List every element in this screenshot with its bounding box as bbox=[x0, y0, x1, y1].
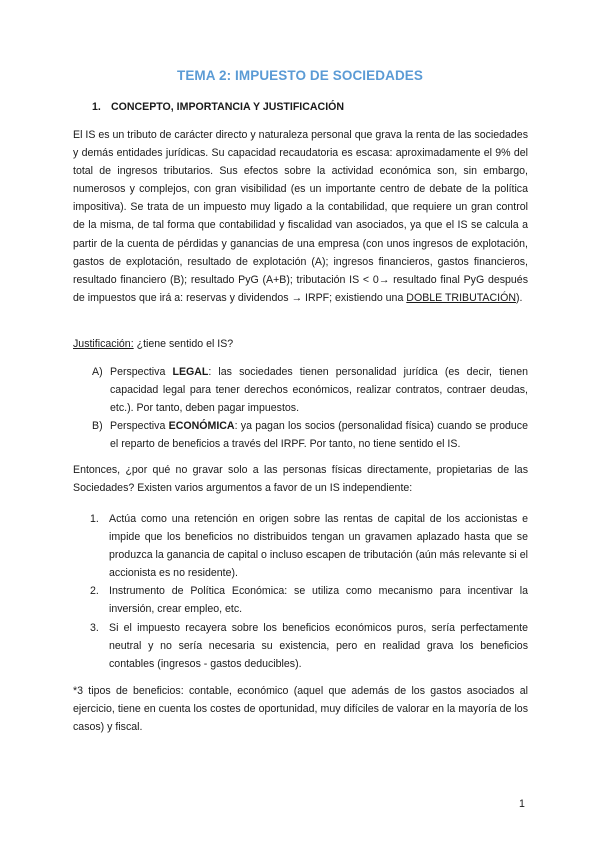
perspective-prefix: Perspectiva bbox=[110, 420, 169, 433]
perspective-keyword: LEGAL bbox=[172, 366, 209, 378]
section-heading-text: CONCEPTO, IMPORTANCIA Y JUSTIFICACIÓN bbox=[110, 101, 345, 113]
entonces-paragraph: Entonces, ¿por qué no gravar solo a las personas físicas directamente, propietarias de las Sociedades? Existen varios argumentos a favor de un IS independiente: bbox=[73, 464, 528, 495]
list-marker: B) bbox=[92, 420, 103, 433]
argument-text: Instrumento de Política Económica: se utiliza como mecanismo para incentivar la inversión, crear empleo, etc. bbox=[109, 585, 528, 616]
list-marker: 1. bbox=[90, 513, 99, 525]
list-marker: A) bbox=[92, 366, 103, 378]
list-marker: 2. bbox=[90, 585, 99, 598]
argument-text: Actúa como una retención en origen sobre las rentas de capital de los accionistas e impide que los beneficios no distribuidos tengan un gravamen aplazado hasta que se produzca la ganancia de capital o incluso escapen de tributación (aún más relevante si el accionista es no residente). bbox=[109, 513, 528, 580]
list-item bbox=[73, 417, 528, 453]
arguments-list bbox=[73, 510, 528, 673]
perspective-text: : las sociedades tienen personalidad jurídica (es decir, tienen capacidad legal para tener derechos económicos, realizar contratos, contraer deudas, etc.). Por tanto, deben pagar impuestos. bbox=[110, 366, 528, 415]
argument-text: Si el impuesto recayera sobre los beneficios económicos puros, sería perfectamente neutral y no sería necesaria su existencia, pero en realidad grava los beneficios contables (ingresos - gastos deducibles). bbox=[109, 621, 528, 670]
justificacion-line bbox=[73, 335, 528, 353]
list-item bbox=[73, 619, 528, 673]
justificacion-question: ¿tiene sentido el IS? bbox=[133, 338, 234, 350]
list-item bbox=[73, 363, 528, 417]
page-number: 1 bbox=[519, 798, 525, 810]
perspective-keyword: ECONÓMICA bbox=[168, 420, 235, 433]
intro-end: ). bbox=[515, 291, 523, 304]
section-number: 1. bbox=[92, 101, 101, 113]
list-item bbox=[73, 582, 528, 618]
footnote-paragraph: *3 tipos de beneficios: contable, económico (aquel que además de los gastos asociados al ejercicio, tiene en cuenta los costes de oportunidad, muy difíciles de valorar en la mayoría de los casos) y fiscal. bbox=[73, 685, 528, 734]
perspective-prefix: Perspectiva bbox=[110, 366, 173, 378]
perspectives-list bbox=[73, 363, 528, 453]
justificacion-label: Justificación: bbox=[73, 338, 134, 350]
section-heading bbox=[92, 101, 344, 113]
doble-tributacion-term: DOBLE TRIBUTACIÓN bbox=[406, 291, 516, 304]
list-marker: 3. bbox=[90, 621, 99, 634]
intro-text: El IS es un tributo de carácter directo y naturaleza personal que grava la renta de las sociedades y demás entidades jurídicas. Su capacidad recaudatoria es escasa: aproximadamente el 9% del total de ingresos tributarios. Sus efectos sobre la actividad económica son, sin embargo, numerosos y complejos, con gran visibilidad (es un importante centro de debate de la política impositiva). Se trata de un impuesto muy ligado a la contabilidad, que requiere un gran control de la misma, de tal forma que contabilidad y fiscalidad van asociados, ya que el IS se calcula a partir de la cuenta de pérdidas y ganancias de una empresa (con unos ingresos de explotación, gastos de explotación, resultado de explotación (A); ingresos financieros, gastos financieros, resultado financiero (B); resultado PyG (A+B); tributación IS < 0→ resultado final PyG después de impuestos que irá a: reservas y dividendos → IRPF; existiendo una bbox=[73, 129, 528, 304]
perspective-text: : ya pagan los socios (personalidad física) cuando se produce el reparto de beneficios a través del IRPF. Por tanto, no tiene sentido el IS. bbox=[110, 420, 528, 451]
intro-paragraph bbox=[73, 126, 528, 307]
list-item bbox=[73, 510, 528, 582]
document-title: TEMA 2: IMPUESTO DE SOCIEDADES bbox=[176, 68, 424, 83]
